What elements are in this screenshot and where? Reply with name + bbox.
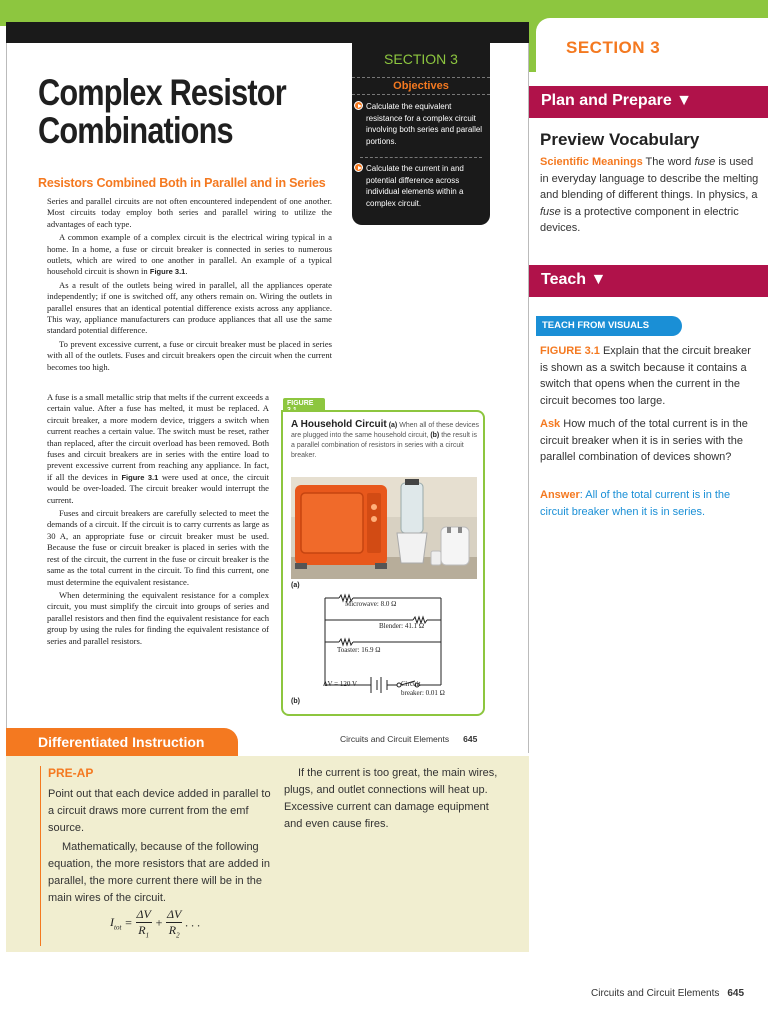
figure-label-a: (a) bbox=[291, 582, 300, 589]
preap-text-col1: Point out that each device added in parallel to a circuit draws more current from the emf source. Mathematically, because of the following equation, the more resistors that are added in parallel, the more current there will be in the main wires of the circuit. bbox=[48, 788, 271, 904]
paragraph: As a result of the outlets being wired in parallel, all the appliances operate independently; if one is switched off, any others remain on. Wiring the outlets in parallel ensures that an identical potential difference exists across any appliance. This way, appliance manufacturers can produce appliances that all use the same standard potential difference. bbox=[47, 279, 332, 336]
objectives-heading: Objectives bbox=[352, 77, 490, 95]
plan-and-prepare-bar: Plan and Prepare ▼ bbox=[529, 86, 768, 118]
paragraph: A fuse is a small metallic strip that melts if the current exceeds a certain value. After a fuse has melted, it must be replaced. A circuit breaker, a more modern device, triggers a switch when current reaches a certain value. The switch must be reset, rather than replaced, after the circuit overload has been removed. Both fuses and circuit breakers are in series with the entire load to prevent excessive current from reaching any appliance. In fact, if all the devices in Figure 3.1 were used at once, the circuit would be over-loaded. The circuit breaker would interrupt the current. bbox=[47, 392, 269, 505]
objective-item: Calculate the current in and potential difference across individual elements within a complex circuit. bbox=[366, 163, 484, 209]
teach-from-visuals-tab: TEACH FROM VISUALS bbox=[536, 316, 682, 336]
section-tab-label: SECTION 3 bbox=[566, 38, 661, 57]
ask-question-text: Ask How much of the total current is in the circuit breaker when it is in series with the parallel combination of devices shown? bbox=[540, 418, 748, 463]
play-bullet-icon bbox=[354, 101, 363, 110]
figure-tag: FIGURE bbox=[283, 398, 325, 411]
paragraph: When determining the equivalent resistance for a complex circuit, you must simplify the circuit into groups of series and parallel resistors and then find the equivalent resistance for each group by using the rules for finding the equivalent resistance of series and parallel resistors. bbox=[47, 589, 269, 646]
body-text-narrow bbox=[47, 392, 269, 649]
preap-label: PRE-AP bbox=[48, 766, 94, 780]
section-box-title: SECTION 3 bbox=[384, 51, 458, 67]
differentiated-instruction-tab: Differentiated Instruction bbox=[6, 728, 238, 756]
paragraph: Fuses and circuit breakers are carefully selected to meet the demands of a circuit. If the circuit is to carry currents as large as 30 A, an appropriate fuse or circuit breaker must be used. Because the fuse or circuit breaker is placed in series with the rest of the circuit, the current in the fuse or circuit breaker is the same as the total current in the circuit. To find this current, one must determine the equivalent resistance. bbox=[47, 508, 269, 587]
figure-reference[interactable]: Figure 3.1 bbox=[121, 472, 159, 482]
page-footer-left: Circuits and Circuit Elements 645 bbox=[340, 734, 478, 744]
paragraph: A common example of a complex circuit is the electrical wiring typical in a home. In a home, a fuse or circuit breaker is connected in series to numerous outlets, which are wired to one another in parallel. An example of a typical household circuit is shown in Figure 3.1. bbox=[47, 232, 332, 277]
page-footer-right: Circuits and Circuit Elements 645 bbox=[591, 988, 745, 999]
body-text-top bbox=[47, 196, 332, 375]
section-subhead: Resistors Combined Both in Parallel and in Series bbox=[38, 176, 326, 190]
figure-explanation-text: FIGURE 3.1 Explain that the circuit breaker is shown as a switch because it contains a switch that opens when the current in the circuit becomes too large. bbox=[540, 345, 751, 407]
objective-divider bbox=[360, 157, 482, 158]
teach-bar: Teach ▼ bbox=[529, 265, 768, 297]
play-bullet-icon bbox=[354, 163, 363, 172]
breaker-label: Circuit breaker: 0.01 Ω bbox=[401, 680, 445, 697]
preap-text-col2: If the current is too great, the main wires, plugs, and outlet connections will heat up. Excessive current can damage equipment and even cause fires. bbox=[284, 767, 498, 830]
voltage-label: ΔV = 120 V bbox=[323, 680, 358, 688]
scientific-meanings-text: Scientific Meanings The word fuse is used in everyday language to describe the melting and blending of different things. In physics, a fuse is a protective component in electric devices. bbox=[540, 156, 759, 234]
objective-item: Calculate the equivalent resistance for a complex circuit involving both series and parallel portions. bbox=[366, 101, 484, 147]
microwave-label: Microwave: 8.0 Ω bbox=[345, 600, 397, 608]
preview-vocabulary-heading: Preview Vocabulary bbox=[540, 130, 700, 149]
top-black-bar bbox=[6, 22, 529, 43]
panel-divider bbox=[40, 766, 41, 946]
current-equation: $I_{tot}$ = $\frac{\Delta V}{R_1}$ + $\frac{\Delta V}{R_2}$ . . . bbox=[110, 907, 201, 940]
figure-caption: A Household Circuit (a) When all of these devices are plugged into the same household circuit, (b) the result is a parallel combination of resistors in series with a circuit breaker. bbox=[291, 419, 479, 459]
appliances-illustration bbox=[291, 477, 477, 579]
figure-box bbox=[281, 410, 485, 716]
appliances-photo bbox=[291, 477, 477, 579]
section-objectives-box bbox=[352, 43, 490, 225]
toaster-label: Toaster: 16.9 Ω bbox=[337, 646, 381, 654]
answer-text: Answer: All of the total current is in the circuit breaker when it is in series. bbox=[540, 489, 731, 518]
figure-reference[interactable]: Figure 3.1 bbox=[149, 267, 186, 277]
paragraph: Series and parallel circuits are not often encountered independent of one another. Most circuits today employ both series and parallel wiring to utilize the advantages of each type. bbox=[47, 196, 332, 229]
paragraph: To prevent excessive current, a fuse or circuit breaker must be placed in series with all of the outlets. Fuses and circuit breakers open the circuit when the current becomes too high. bbox=[47, 338, 332, 372]
page-title: Complex Resistor Combinations bbox=[38, 72, 286, 151]
figure-label-b: (b) bbox=[291, 698, 300, 705]
blender-label: Blender: 41.1 Ω bbox=[379, 622, 425, 630]
